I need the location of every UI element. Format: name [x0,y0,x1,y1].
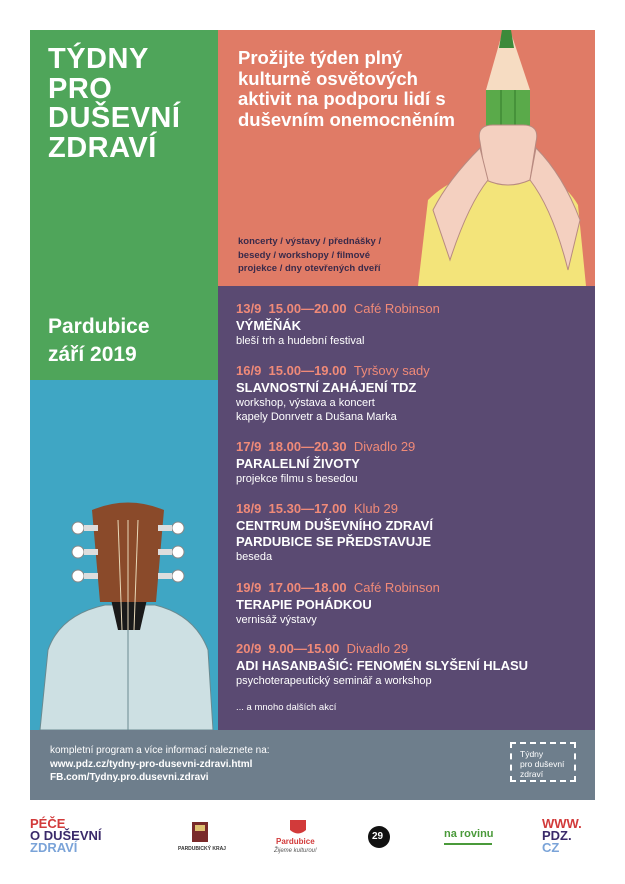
guitar-person-illustration [30,380,218,730]
pdz-logo: PÉČE O DUŠEVNÍ ZDRAVÍ [30,816,102,855]
event-types: koncerty / výstavy / přednášky / besedy / workshopy / filmové projekce / dny otevřených dveří [238,236,382,274]
event-item: 18/9 15.30—17.00 Klub 29 CENTRUM DUŠEVNÍHO ZDRAVÍ PARDUBICE SE PŘEDSTAVUJE beseda [236,501,433,563]
kraj-logo: PARDUBICKÝ KRAJ [178,820,222,860]
event-item: 17/9 18.00—20.30 Divadlo 29 PARALELNÍ ŽIVOTY projekce filmu s besedou [236,439,416,485]
event-item: 19/9 17.00—18.00 Café Robinson TERAPIE POHÁDKOU vernisáž výstavy [236,580,440,626]
poster-title: TÝDNY PRO DUŠEVNÍ ZDRAVÍ [48,43,181,164]
facebook-link[interactable]: FB.com/Tydny.pro.dusevni.zdravi [50,772,209,783]
narovinu-logo: na rovinu [444,828,504,848]
more-events-note: ... a mnoho dalších akcí [236,702,337,713]
tdz-badge: Týdny pro duševní zdraví [510,742,576,782]
city-logo: Pardubice Žijeme kulturou! [268,818,328,860]
event-item: 20/9 9.00—15.00 Divadlo 29 ADI HASANBAŠIĆ: FENOMÉN SLYŠENÍ HLASU psychoterapeutický seminář a workshop [236,641,529,687]
divadlo29-logo: 29 [368,826,390,848]
event-item: 16/9 15.00—19.00 Tyršovy sady SLAVNOSTNÍ ZAHÁJENÍ TDZ workshop, výstava a koncert kapely Donrvetr a Dušana Marka [236,363,430,423]
program-link[interactable]: www.pdz.cz/tydny-pro-dusevni-zdravi.html [50,758,253,770]
event-item: 13/9 15.00—20.00 Café Robinson VÝMĚŇÁK bleší trh a hudební festival [236,301,440,347]
footer-info: kompletní program a více informací naleznete na: www.pdz.cz/tydny-pro-dusevni-zdravi.html FB.com/Tydny.pro.dusevni.zdravi [50,745,270,783]
www-pdz-logo: WWW. PDZ. CZ [542,816,582,855]
tagline: Prožijte týden plný kulturně osvětových aktivit na podporu lidí s duševním onemocněním [238,47,455,130]
city-date: Pardubice září 2019 [48,315,150,366]
